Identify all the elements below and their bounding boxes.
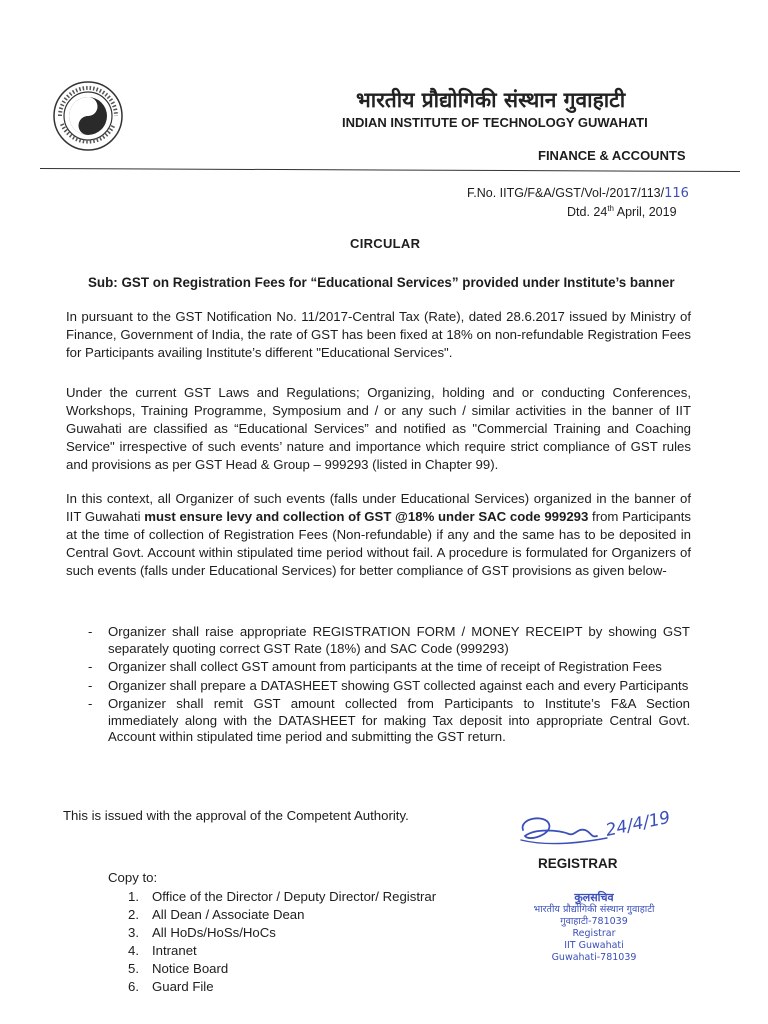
subject-line: Sub: GST on Registration Fees for “Educational Services” provided under Institute’s banner — [88, 275, 675, 290]
file-number-printed: F.No. IITG/F&A/GST/Vol-/2017/113/ — [467, 186, 665, 200]
registrar-stamp: कुलसचिव भारतीय प्रौद्योगिकी संस्थान गुवाहाटी गुवाहाटी-781039 Registrar IIT Guwahati Guwahati-781039 — [533, 891, 655, 963]
list-item: - Organizer shall remit GST amount collected from Participants to Institute’s F&A Section immediately along with the DATASHEET for making Tax deposit into appropriate Central Govt. Account within stipulated time period and submitting the GST return. — [88, 696, 690, 746]
list-item: 6. Guard File — [128, 979, 214, 994]
file-number-handwritten: 116 — [664, 186, 689, 201]
file-number — [467, 186, 689, 201]
list-item: - Organizer shall raise appropriate REGISTRATION FORM / MONEY RECEIPT by showing GST separately quoting correct GST Rate (18%) and SAC Code (999293) — [88, 624, 690, 657]
institute-logo — [52, 80, 124, 152]
circular-date: Dtd. 24th April, 2019 — [567, 204, 677, 220]
paragraph-2: Under the current GST Laws and Regulations; Organizing, holding and or conducting Conferences, Workshops, Training Programme, Symposium and / or any such / similar activities in the banner of IIT Guwahati are classified as “Educational Services” and notified as "Commercial Training and Coaching Service" irrespective of such events’ nature and importance which require strict compliance of GST rules and provisions as per GST Head & Group – 999293 (listed in Chapter 99). — [66, 385, 691, 472]
list-item: 2. All Dean / Associate Dean — [128, 907, 305, 922]
list-item: 3. All HoDs/HoSs/HoCs — [128, 925, 276, 940]
registrar-signature — [515, 800, 700, 860]
paragraph-3: In this context, all Organizer of such events (falls under Educational Services) organized in the banner of IIT Guwahati must ensure levy and collection of GST @18% under SAC code 999293 from Participants at the time of collection of Registration Fees (Non-refundable) if any and the same has to be deposited in Central Govt. Account within stipulated time period without fail. A procedure is formulated for Organizers of such events (falls under Educational Services) for better compliance of GST provisions as given below- — [66, 491, 692, 578]
emphasis-gst-levy: must ensure levy and collection of GST @18% under SAC code 999293 — [144, 509, 589, 524]
signature-date: 24/4/19 — [603, 807, 673, 841]
institute-name-english: INDIAN INSTITUTE OF TECHNOLOGY GUWAHATI — [342, 115, 648, 130]
institute-name-hindi: भारतीय प्रौद्योगिकी संस्थान गुवाहाटी — [356, 88, 626, 112]
copy-to-label: Copy to: — [108, 870, 158, 885]
copy-to-list — [128, 888, 436, 996]
department-name: FINANCE & ACCOUNTS — [538, 148, 686, 163]
procedure-list — [88, 624, 690, 748]
list-item: - Organizer shall prepare a DATASHEET showing GST collected against each and every Participants — [88, 678, 690, 695]
list-item: 4. Intranet — [128, 943, 197, 958]
paragraph-1: In pursuant to the GST Notification No. 11/2017-Central Tax (Rate), dated 28.6.2017 issued by Ministry of Finance, Government of India, the rate of GST has been fixed at 18% on non-refundable Registration Fees for Participants availing Institute’s different "Educational Services". — [66, 309, 691, 360]
list-item: 1. Office of the Director / Deputy Director/ Registrar — [128, 889, 437, 904]
list-item: 5. Notice Board — [128, 961, 229, 976]
document-title: CIRCULAR — [350, 236, 421, 251]
registrar-designation: REGISTRAR — [538, 856, 618, 871]
list-item: - Organizer shall collect GST amount from participants at the time of receipt of Registration Fees — [88, 659, 690, 676]
header-divider — [40, 168, 740, 172]
approval-statement: This is issued with the approval of the Competent Authority. — [63, 808, 409, 823]
